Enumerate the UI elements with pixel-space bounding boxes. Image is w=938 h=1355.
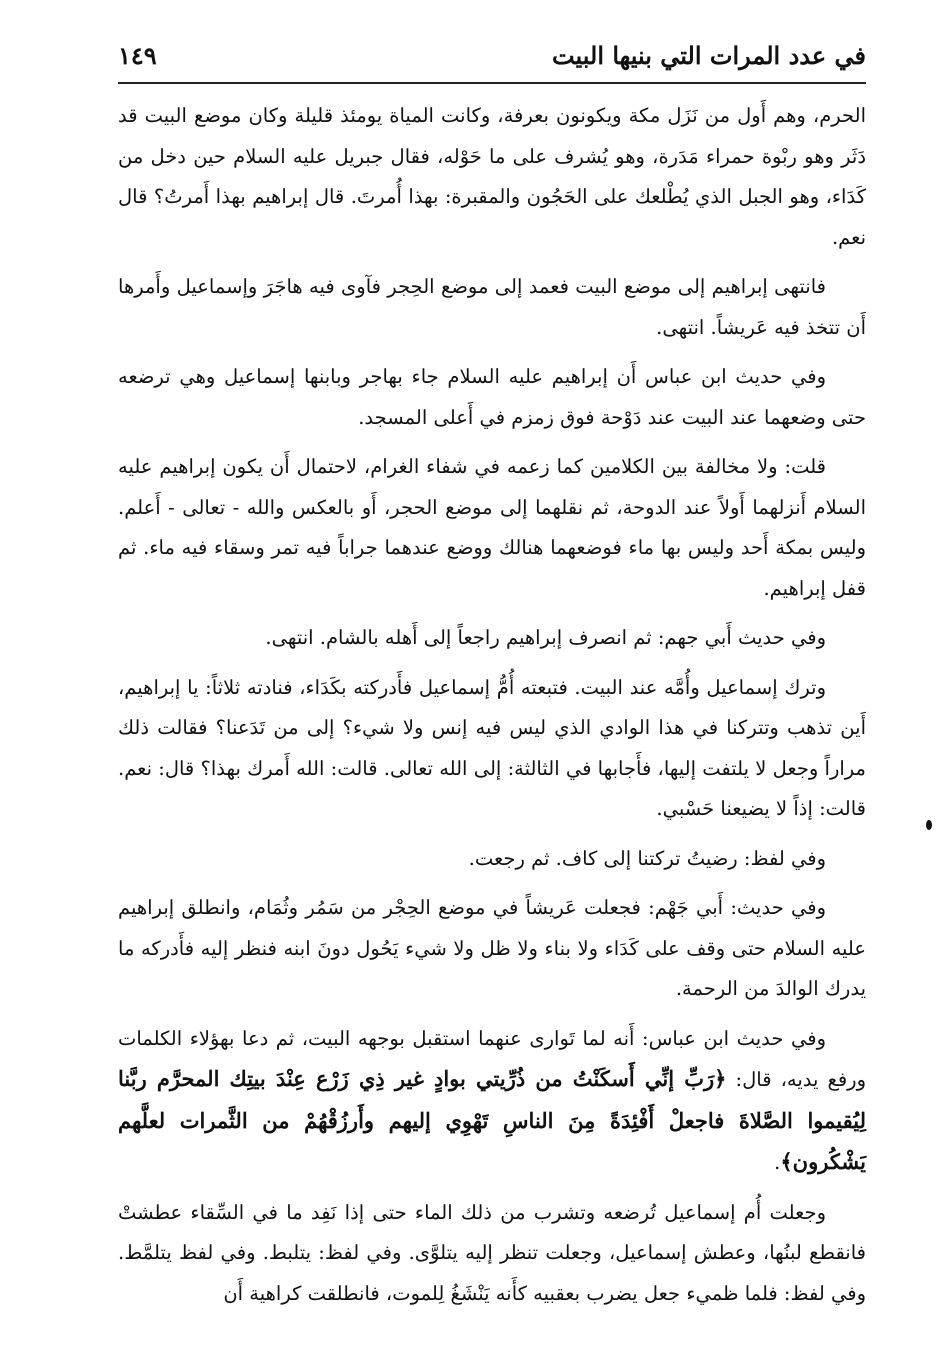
paragraph-2: فانتهى إبراهيم إلى موضع البيت فعمد إلى موضع الحِجر فآوى فيه هاجَرَ وإسماعيل وأَمرها أَن تتخذ فيه عَريشاً. انتهى. (118, 275, 866, 339)
paragraph-dua (118, 1019, 866, 1184)
page-header (118, 36, 866, 84)
quran-verse: ﴿رَبِّ إنِّي أَسكَنْتُ من ذُرِّيتي بوادٍ غير ذِي زَرْع عِنْدَ بيتِك المحرَّم ربَّنا لِيُقيموا الصَّلاةَ فاجعلْ أَفْئِدَةً مِنَ الناسِ تَهْوِي إليهم وأَرزُقْهُمْ من الثَّمرات لعلَّهم يَشْكُرون﴾ (118, 1066, 866, 1174)
paragraph-4: قلت: ولا مخالفة بين الكلامين كما زعمه في شفاء الغرام، لاحتمال أَن يكون إبراهيم عليه السلام أَنزلهما أَولاً عند الدوحة، ثم نقلهما إلى موضع الحجر، أَو بالعكس والله - تعالى - أَعلم. وليس بمكة أَحد وليس بها ماء فوضعهما هنالك ووضع عندهما جراباً فيه تمر وسقاء فيه ماء. ثم قفل إبراهيم. (118, 455, 866, 600)
page-number: ١٤٩ (118, 41, 157, 70)
body-text (118, 96, 866, 1323)
paragraph-8: وفي حديث: أَبي جَهْم: فجعلت عَريشاً في موضع الحِجْر من سَمُر وثُمَام، وانطلق إبراهيم عليه السلام حتى وقف على كَدَاء ولا بناء ولا ظل ولا شيء يَحُول دونَ ابنه فنظر إليه فأَدركه ما يدرك الوالدَ من الرحمة. (118, 896, 866, 1000)
paragraph-final: وجعلت أُم إسماعيل تُرضعه وتشرب من ذلك الماء حتى إذا نَفِد ما في السِّقاء عطشتْ فانقطع لبنُها، وعطش إسماعيل، وجعلت تنظر إليه يتلوَّى. وفي لفظ: يتلبط. وفي لفظ يتلمَّط. وفي لفظ: فلما ظميء جعل يضرب بعقبيه كأَنه يَنْشَغُ لِلموت، فانطلقت كراهية أَن (118, 1200, 866, 1305)
margin-ink-mark (926, 820, 932, 830)
dua-end: . (774, 1151, 781, 1174)
paragraph-3: وفي حديث ابن عباس أَن إبراهيم عليه السلام جاء بهاجر وبابنها إسماعيل وهي ترضعه حتى وضعهما عند البيت عند دَوْحة فوق زمزم في أَعلى المسجد. (118, 365, 866, 429)
paragraph-1: الحرم، وهم أَول من نَزَل مكة ويكونون بعرفة، وكانت المياة يومئذ قليلة وكان موضع البيت قد دَثَر وهو ربْوة حمراء مَدَرة، وهو يُشرف على ما حَوْله، فقال جبريل عليه السلام حين دخل من كَدَاء، وهو الجبل الذي يُطْلعك على الحَجُون والمقبرة: بهذا أُمرتَ. قال إبراهيم بهذا أَمرتُ؟ قال نعم. (118, 104, 866, 249)
paragraph-7: وفي لفظ: رضيتُ تركتنا إلى كاف. ثم رجعت. (468, 846, 826, 870)
paragraph-6: وترك إسماعيل وأُمَّه عند البيت. فتبعته أُمُّ إسماعيل فأَدركته بكَدَاء، فنادته ثلاثاً: يا إبراهيم، أَين تذهب وتتركنا في هذا الوادي الذي ليس فيه إنس ولا شيء؟ إلى من تَدَعنا؟ فقالت ذلك مراراً وجعل لا يلتفت إليها، فأَجابها في الثالثة: إلى الله تعالى. قالت: الله أَمرك بهذا؟ قال: نعم. قالت: إذاً لا يضيعنا حَسْبي. (118, 675, 866, 820)
running-title: في عدد المرات التي بنيها البيت (551, 41, 866, 70)
dua-intro: وفي حديث ابن عباس: أَنه لما تَوارى عنهما استقبل بوجهه البيت، ثم دعا بهؤلاء الكلمات ورفع يديه، قال: (118, 1026, 867, 1091)
paragraph-5: وفي حديث أَبي جهم: ثم انصرف إبراهيم راجعاً إلى أَهله بالشام. انتهى. (265, 626, 826, 649)
header-divider (118, 82, 866, 84)
